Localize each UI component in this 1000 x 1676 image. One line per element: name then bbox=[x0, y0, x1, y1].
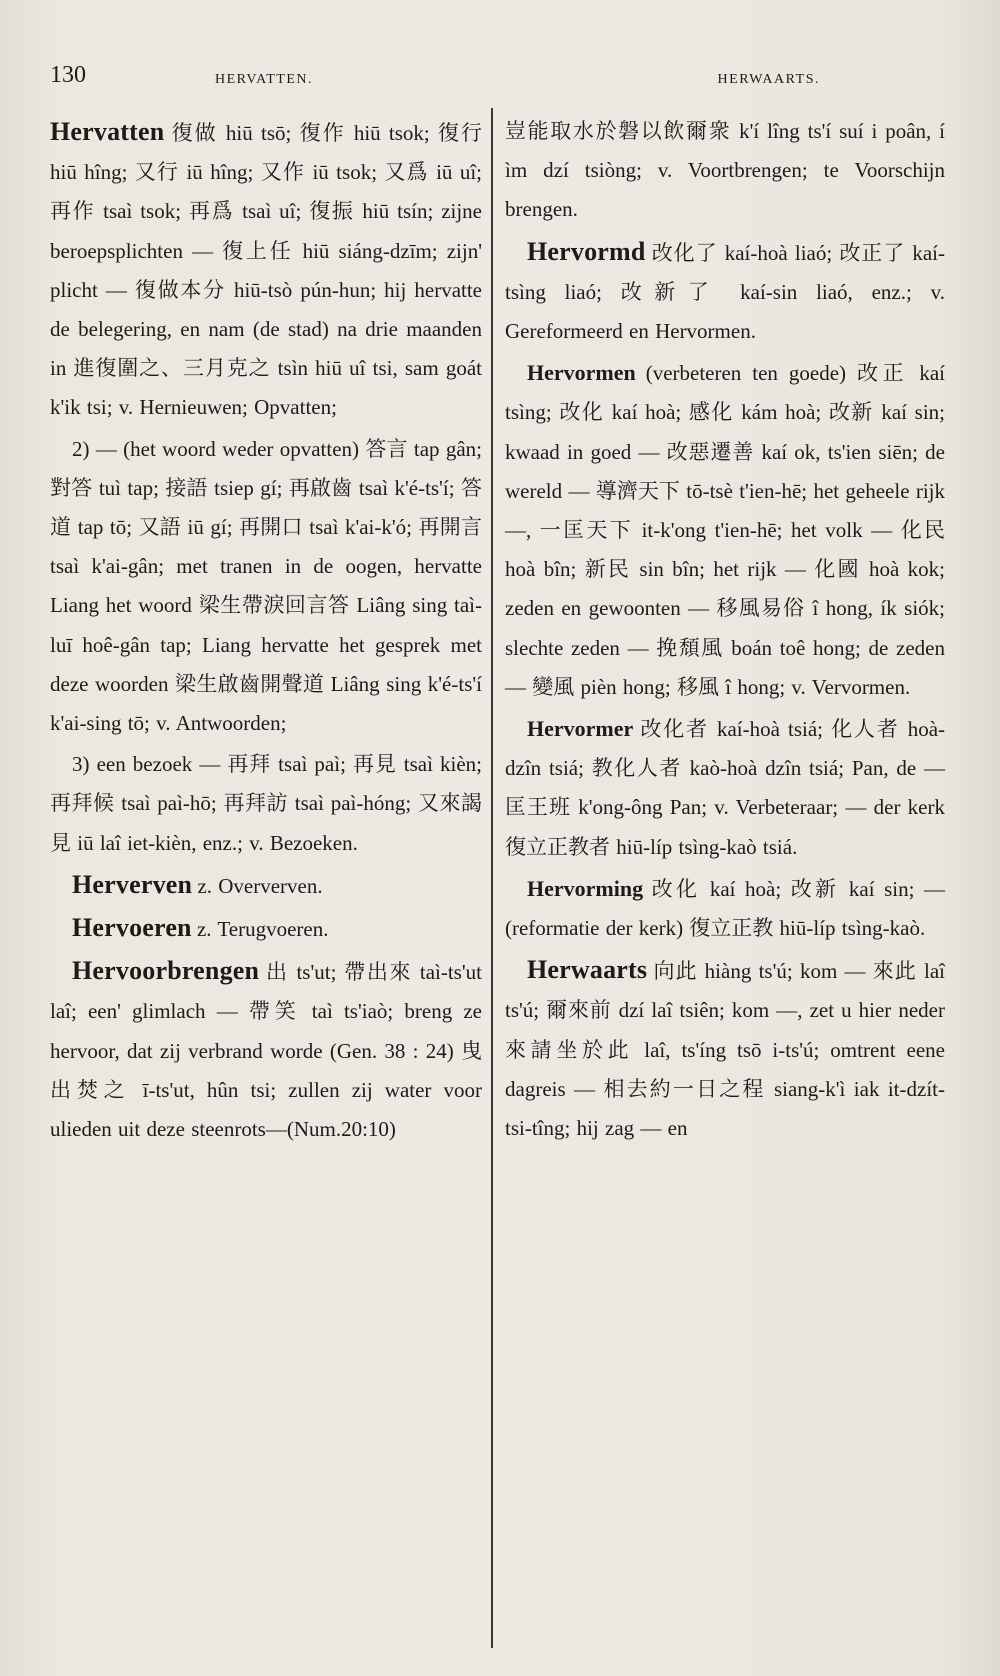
page-header bbox=[50, 62, 950, 92]
left-column bbox=[50, 112, 482, 1149]
entry-hervoeren bbox=[50, 908, 482, 949]
entry-continuation bbox=[505, 112, 945, 230]
entry-hervormen bbox=[505, 353, 945, 707]
headword: Hervoorbrengen bbox=[72, 956, 260, 986]
entry-text: z. Terugvoeren. bbox=[196, 917, 329, 942]
headword: Herverven bbox=[72, 869, 193, 899]
entry-text: 改化 kaí hoà; 改新 kaí sin; — (reformatie der kerk) 復立正教 hiū-líp tsìng-kaò. bbox=[505, 876, 946, 941]
entry-text: (verbeteren ten goede) 改正 kaí tsìng; 改化 kaí hoà; 感化 kám hoà; 改新 kaí sin; kwaad in goed — 改惡遷善 kaí ok, ts'ien siēn; de wereld — 導濟天下 tō-tsè t'ien-hē; het geheele rijk —, 一匡天下 it-k'ong t'ien-hē; het volk — 化民 hoà bîn; 新民 sin bîn; het rijk — 化國 hoà kok; zeden en gewoonten — 移風易俗 î hong, ík siók; slechte zeden — 挽頹風 boán toê hong; de zeden — 變風 pièn hong; 移風 î hong; v. Vervormen. bbox=[505, 361, 946, 699]
entry-text: 出 ts'ut; 帶出來 taì-ts'ut laî; een' glimlach — 帶笑 taì ts'iaò; breng ze hervoor, dat zij verbrand worde (Gen. 38 : 24) 曳出焚之 ī-ts'ut, hûn tsi; zullen zij water voor ulieden uit deze steenrots—(Num.20:10) bbox=[50, 960, 482, 1142]
entry-hervormer bbox=[505, 709, 945, 867]
entry-hervorming bbox=[505, 869, 945, 948]
entry-text: z. Oververven. bbox=[197, 873, 323, 898]
headword: Hervormer bbox=[527, 716, 634, 742]
entry-text: 改化了 kaí-hoà liaó; 改正了 kaí-tsìng liaó; 改新了 kaí-sin liaó, enz.; v. Gereformeerd en Hervormen. bbox=[505, 240, 945, 344]
headword: Hervoeren bbox=[72, 913, 192, 943]
entry-herverven bbox=[50, 865, 482, 906]
entry-text: 2) — (het woord weder opvatten) 答言 tap gân; 對答 tuì tap; 接語 tsiep gí; 再啟齒 tsaì k'é-ts'í; 答道 tap tō; 又語 iū gí; 再開口 tsaì k'ai-k'ó; 再開言 tsaì k'ai-gân; met tranen in de oogen, hervatte Liang het woord 梁生帶淚回言答 Liâng sing taì-luī hoê-gân tap; Liang hervatte het gesprek met deze woorden 梁生啟齒開聲道 Liâng sing k'é-ts'í k'ai-sing tō; v. Antwoorden; bbox=[50, 436, 482, 736]
entry-text: 復做 hiū tsō; 復作 hiū tsok; 復行 hiū hîng; 又行 iū hîng; 又作 iū tsok; 又爲 iū uî; 再作 tsaì tsok; 再爲 tsaì uî; 復振 hiū tsín; zijne beroepsplichten — 復上任 hiū siáng-dzīm; zijn' plicht — 復做本分 hiū-tsò pún-hun; hij hervatte de belegering, en nam (de stad) na drie maanden in 進復圍之、三月克之 tsìn hiū uî tsi, sam goát k'ik tsi; v. Hernieuwen; Opvatten; bbox=[50, 121, 482, 420]
right-column bbox=[505, 112, 945, 1148]
entry-hervormd bbox=[505, 232, 945, 352]
headword: Hervorming bbox=[527, 875, 644, 901]
entry-text: 3) een bezoek — 再拜 tsaì paì; 再見 tsaì kièn; 再拜候 tsaì paì-hō; 再拜訪 tsaì paì-hóng; 又來謁見 iū laî iet-kièn, enz.; v. Bezoeken. bbox=[50, 752, 482, 855]
entry-text: 向此 hiàng ts'ú; kom — 來此 laî ts'ú; 爾來前 dzí laî tsiên; kom —, zet u hier neder 來請坐於此 laî, ts'íng tsō i-ts'ú; omtrent eene dagreis — 相去約一日之程 siang-k'ì iak it-dzít-tsi-tîng; hij zag — en bbox=[505, 959, 946, 1141]
running-head-left: HERVATTEN. bbox=[215, 72, 314, 87]
page-number: 130 bbox=[50, 62, 86, 88]
headword: Hervormd bbox=[527, 236, 646, 266]
headword: Hervormen bbox=[527, 360, 636, 386]
entry-hervatten-sense-2 bbox=[50, 430, 482, 744]
entry-hervatten bbox=[50, 112, 482, 428]
entry-text: 改化者 kaí-hoà tsiá; 化人者 hoà-dzîn tsiá; 教化人者 kaò-hoà dzîn tsiá; Pan, de — 匡王班 k'ong-ông Pan; v. Verbeteraar; — der kerk 復立正教者 hiū-líp tsìng-kaò tsiá. bbox=[505, 717, 946, 859]
entry-hervoorbrengen bbox=[50, 951, 482, 1149]
entry-herwaarts bbox=[505, 950, 945, 1148]
column-divider bbox=[491, 108, 493, 1648]
headword: Herwaarts bbox=[527, 955, 648, 985]
entry-hervatten-sense-3 bbox=[50, 745, 482, 863]
running-head-right: HERWAARTS. bbox=[717, 72, 820, 87]
headword: Hervatten bbox=[50, 117, 165, 146]
entry-text: 豈能取水於磐以飲爾衆 k'í lîng ts'í suí i poân, í ìm dzí tsiòng; v. Voortbrengen; te Voorschijn brengen. bbox=[505, 119, 945, 222]
